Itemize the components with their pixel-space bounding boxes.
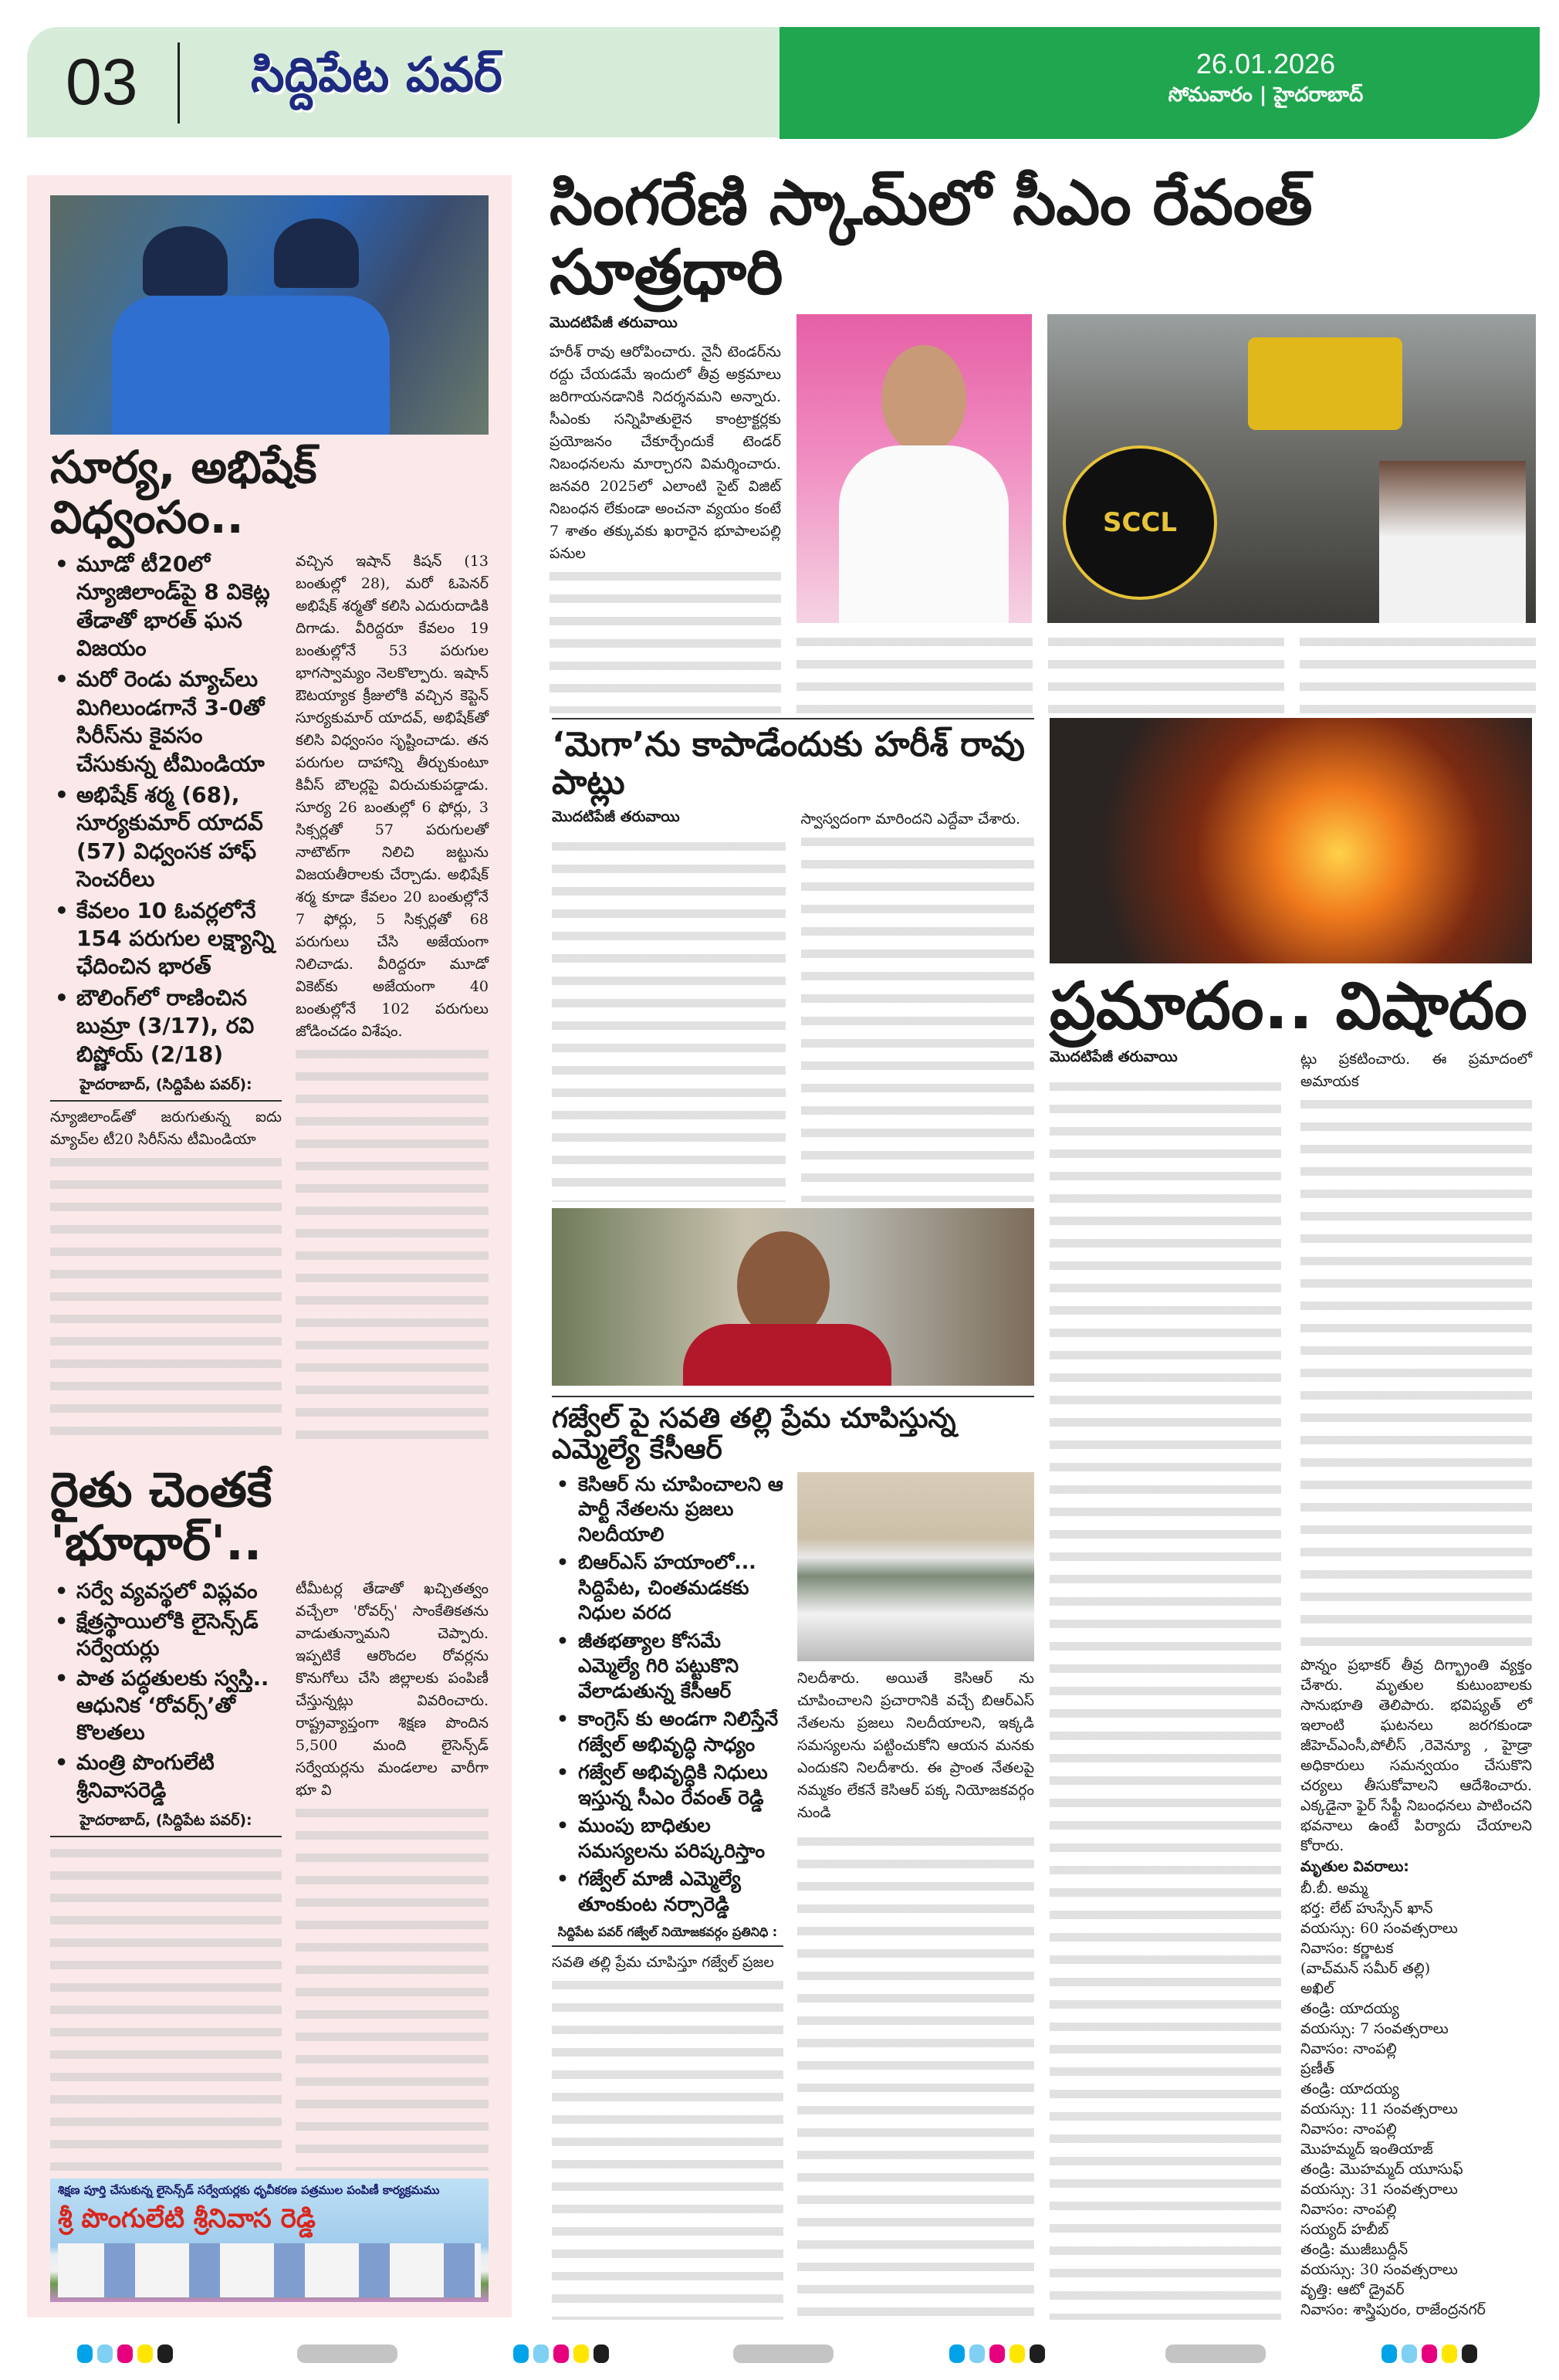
text-continuation xyxy=(1300,631,1536,713)
article-text: పొన్నం ప్రభాకర్ తీవ్ర దిగ్భ్రాంతి వ్యక్తం చేశారు. మృతుల కుటుంబాలకు సానుభూతి తెలిపారు. భవిష్యత్ లో ఇలాంటి ఘటనలు జరగకుండా జీహెచ్ఎంసీ,పోలీస్ ,రెవెన్యూ , హైడ్రా అధికారులు సమన్వయం చేసుకొని చర్యలు తీసుకోవాలని ఆదేశించారు. ఎక్కడైనా ఫైర్ సేఫ్టీ నిబంధనలు పాటించని భవనాలు ఉంటే పిర్యాదు చేయాలని కోరారు. xyxy=(1300,1657,1532,1854)
highlight-item: • జీతభత్యాల కోసమే ఎమ్మెల్యే గిరి పట్టుకొని వేలాడుతున్న కేసీఆర్ xyxy=(552,1629,783,1705)
highlight-item: • క్షేత్రస్థాయిలోకి లైసెన్స్‌డ్ సర్వేయర్లు xyxy=(50,1608,282,1662)
edition-day-city: సోమవారం | హైదరాబాద్ xyxy=(1168,83,1364,107)
singareni-body-col4 xyxy=(1300,631,1536,713)
highlight-item: • బౌలింగ్‌లో రాణించిన బుమ్రా (3/17), రవి బిష్ణోయ్ (2/18) xyxy=(50,984,282,1068)
article-text: హరీశ్ రావు ఆరోపించారు. నైనీ టెండర్‌ను రద్దు చేయడమే ఇందులో తీవ్ర అక్రమాలు జరిగాయనడానికి నిదర్శనమని అన్నారు. సీఎంకు సన్నిహితులైన కాంట్రాక్టర్లకు ప్రయోజనం చేకూర్చేందుకే టెండర్ నిబంధనలను మార్చారని విమర్శించారు. జనవరి 2025లో ఎలాంటి సైట్ విజిట్ నిబంధన లేకుండా అంచనా వ్యయం కంటే 7 శాతం తక్కువకు ఖరారైన భూపాలపల్లి పనుల xyxy=(550,344,781,563)
victim-detail: బీ.బీ. అమ్మ xyxy=(1300,1880,1368,1897)
article-text: ట్లు ప్రకటించారు. ఈ ప్రమాదంలో అమాయక xyxy=(1300,1051,1532,1091)
text-continuation xyxy=(50,1842,282,2171)
singareni-story xyxy=(550,168,1536,713)
sports-land-sidebar xyxy=(27,175,512,2317)
victim-detail: మొహమ్మద్ ఇంతియాజ్ xyxy=(1300,2141,1433,2158)
gajwel-highlights xyxy=(552,1472,783,1921)
fire-story xyxy=(1050,718,1532,2320)
highlight-item: • మంత్రి పొంగులేటి శ్రీనివాసరెడ్డి xyxy=(50,1749,282,1803)
text-continuation xyxy=(1050,1075,1281,2320)
fire-body-left xyxy=(1050,1048,1281,2320)
color-registration-marks xyxy=(1381,2344,1477,2363)
victim-detail: భర్త: లేట్ హుస్సేన్ ఖాన్ xyxy=(1300,1900,1433,1917)
text-continuation xyxy=(796,631,1033,713)
mega-story xyxy=(552,718,1034,1386)
gajwel-body-left xyxy=(552,1472,783,2320)
dateline: సిద్దిపేట పవర్ గజ్వేల్ నియోజకవర్గం ప్రతినిధి : xyxy=(552,1925,783,1947)
highlight-item: • పాత పద్ధతులకు స్వస్తి.. ఆధునిక ‘రోవర్స్’తో కొలతలు xyxy=(50,1665,282,1746)
highlight-item: • కాంగ్రెస్ కు అండగా నిలిస్తేనే గజ్వేల్ అభివృద్ధి సాధ్యం xyxy=(552,1707,783,1757)
harish-rao-photo xyxy=(796,314,1032,623)
highlight-item: • మూడో టీ20లో న్యూజిలాండ్‌పై 8 వికెట్ల తేడాతో భారత్ ఘన విజయం xyxy=(50,550,282,663)
singareni-body-col3 xyxy=(1048,631,1284,713)
victim-detail: వయస్సు: 7 సంవత్సరాలు xyxy=(1300,2020,1449,2037)
coal-mine-photo xyxy=(1047,314,1536,623)
singareni-body-col2 xyxy=(796,631,1033,713)
highlight-item: • కేవలం 10 ఓవర్లలోనే 154 పరుగుల లక్ష్యాన్ని ఛేదించిన భారత్ xyxy=(50,897,282,981)
gajwel-body-right xyxy=(797,1472,1034,2320)
text-continuation xyxy=(50,1151,282,1440)
continuation-kicker: మొదటిపేజీ తరువాయి xyxy=(552,807,680,825)
text-continuation xyxy=(296,1802,489,2171)
text-continuation xyxy=(550,565,781,713)
victim-detail: వృత్తి: ఆటో డ్రైవర్ xyxy=(1300,2281,1405,2298)
mega-headline: ‘మెగా’ను కాపాడేందుకు హరీశ్ రావు పాట్లు xyxy=(552,725,1025,803)
registration-bar xyxy=(297,2344,397,2363)
victim-detail: నివాసం: శాస్త్రిపురం, రాజేంద్రనగర్ xyxy=(1300,2301,1486,2318)
main-headline: సింగరేణి స్కామ్‌లో సీఎం రేవంత్ సూత్రధారి xyxy=(550,167,1313,308)
dateline: హైదరాబాద్, (సిద్దిపేట పవర్): xyxy=(50,1076,282,1102)
text-continuation xyxy=(552,1974,783,2320)
text-continuation xyxy=(801,831,1035,1202)
mega-body-right xyxy=(801,808,1035,1202)
mega-body-left xyxy=(552,808,786,1202)
victim-detail: నివాసం: నాంపల్లి xyxy=(1300,2040,1397,2057)
victim-detail: వయస్సు: 60 సంవత్సరాలు xyxy=(1300,1920,1458,1937)
cricket-headline: సూర్య, అభిషేక్ విధ్వంసం.. xyxy=(50,441,317,543)
highlight-item: • కెసిఆర్ ను చూపించాలని ఆ పార్టీ నేతలను ప్రజలు నిలదీయాలి xyxy=(552,1472,783,1548)
color-registration-marks xyxy=(77,2344,173,2363)
victim-detail: అఖిల్ xyxy=(1300,1980,1334,1997)
land-highlights xyxy=(50,1578,282,1807)
victim-detail: సయ్యద్ హబీబ్ xyxy=(1300,2221,1389,2238)
masthead-title: సిద్దిపేట పవర్ xyxy=(251,46,502,103)
fire-body-right xyxy=(1300,1048,1532,2320)
highlight-item: • బిఆర్ఎస్ హయాంలో... సిద్దిపేట, చింతమడకకు నిధుల వరద xyxy=(552,1550,783,1626)
highlight-item: • గజ్వేల్ అభివృద్ధికి నిధులు ఇస్తున్న సీఎం రేవంత్ రెడ్డి xyxy=(552,1760,783,1810)
victim-detail: తండ్రి: ముజీబుద్దీన్ xyxy=(1300,2241,1409,2258)
text-continuation xyxy=(1048,631,1284,713)
highlight-item: • అభిషేక్ శర్మ (68), సూర్యకుమార్ యాదవ్ (57) విధ్వంసక హాఫ్ సెంచరీలు xyxy=(50,781,282,894)
victim-detail: (వాచ్‌మన్ సమీర్ తల్లి) xyxy=(1300,1960,1431,1977)
congress-workers-photo xyxy=(797,1472,1034,1661)
banner-name: శ్రీ పొంగులేటి శ్రీనివాస రెడ్డి xyxy=(58,2203,316,2234)
officials-at-table xyxy=(58,2243,481,2297)
fire-headline: ప్రమాదం.. విషాదం xyxy=(1050,968,1527,1044)
divider xyxy=(552,718,1034,719)
highlight-item: • సర్వే వ్యవస్థలో విప్లవం xyxy=(50,1578,282,1605)
land-headline: రైతు చెంతకే 'భూధార్'.. xyxy=(50,1461,272,1572)
cricket-highlights xyxy=(50,550,282,1072)
victim-detail: తండ్రి: మొహమ్మద్ యూసుఫ్ xyxy=(1300,2161,1463,2178)
highlight-item: • ముంపు బాధితుల సమస్యలను పరిష్కరిస్తాం xyxy=(552,1813,783,1864)
victim-detail: తండ్రి: యాదయ్య xyxy=(1300,2000,1399,2017)
victim-detail: నివాసం: కర్ణాటక xyxy=(1300,1940,1394,1957)
victim-detail: వయస్సు: 31 సంవత్సరాలు xyxy=(1300,2181,1458,2198)
text-continuation xyxy=(552,835,786,1202)
kavitha-press-photo xyxy=(552,1208,1034,1386)
victim-detail: ప్రణీత్ xyxy=(1300,2060,1334,2077)
sccl-logo: SCCL xyxy=(1063,445,1217,600)
fire-photo xyxy=(1050,718,1532,963)
banner-text: శిక్షణ పూర్తి చేసుకున్న లైసెన్స్‌డ్ సర్వేయర్లకు ధృవీకరణ పత్రముల పంపిణీ కార్యక్రమము xyxy=(58,2183,440,2197)
article-text: న్యూజిలాండ్‌తో జరుగుతున్న ఐదు మ్యాచ్‌ల టీ20 సిరీస్‌ను టీమిండియా xyxy=(50,1108,282,1148)
victim-detail: తండ్రి: యాదయ్య xyxy=(1300,2080,1399,2097)
gajwel-story xyxy=(552,1396,1034,2320)
cricket-photo xyxy=(50,195,489,435)
edition-date: 26.01.2026 xyxy=(1195,48,1336,80)
registration-bar xyxy=(1165,2344,1266,2363)
article-text: వచ్చిన ఇషాన్ కిషన్ (13 బంతుల్లో 28), మరో ఓపెనర్ అభిషేక్ శర్మతో కలిసి ఎదురుదాడికి దిగాడు. వీరిద్దరూ కేవలం 19 బంతుల్లోనే 53 పరుగుల భాగస్వామ్యం నెలకొల్పారు. ఇషాన్ ఔటయ్యాక క్రీజులోకి వచ్చిన కెప్టెన్ సూర్యకుమార్ యాదవ్, అభిషేక్‌తో కలిసి విధ్వంసం సృష్టించాడు. తన పరుగుల దాహాన్ని తీర్చుకుంటూ కివీస్ బౌలర్లపై విరుచుకుపడ్డాడు. సూర్య 26 బంతుల్లో 6 ఫోర్లు, 3 సిక్సర్లతో 57 పరుగులతో నాటౌట్‌గా నిలిచి జట్టును విజయతీరాలకు చేర్చాడు. అభిషేక్ శర్మ కూడా కేవలం 20 బంతుల్లోనే 7 ఫోర్లు, 5 సిక్సర్లతో 68 పరుగులు చేసి అజేయంగా నిలిచాడు. వీరిద్దరూ మూడో వికెట్‌కు అజేయంగా 40 బంతుల్లోనే 102 పరుగులు జోడించడం విశేషం. xyxy=(296,552,489,1040)
victim-detail: వయస్సు: 11 సంవత్సరాలు xyxy=(1300,2101,1458,2118)
registration-bar xyxy=(733,2344,834,2363)
victim-detail: వయస్సు: 30 సంవత్సరాలు xyxy=(1300,2261,1458,2278)
article-text: స్వాస్వదంగా మారిందని ఎద్దేవా చేశారు. xyxy=(800,810,1021,828)
color-registration-marks xyxy=(513,2344,609,2363)
victims-list xyxy=(1300,1878,1532,2320)
continuation-kicker: మొదటిపేజీ తరువాయి xyxy=(550,314,678,332)
article-text: నిలదీశారు. అయితే కెసిఆర్ ను చూపించాలని ప్రచారానికి వచ్చే బిఆర్ఎస్ నేతలను ప్రజలు నిలదీయాలని, ఇక్కడి సమస్యలను పట్టించుకోని ఆయన మనకు ఎందుకని నిలదీశారు. ఈ ప్రాంత నేతలపై నమ్మకం లేకనే కెసిఆర్ పక్క నియోజకవర్గం నుండి xyxy=(797,1669,1034,1821)
gajwel-headline: గజ్వేల్ పై సవతి తల్లి ప్రేమ చూపిస్తున్న ఎమ్మెల్యే కేసీఆర్ xyxy=(552,1403,956,1466)
dateline: హైదరాబాద్, (సిద్దిపేట పవర్): xyxy=(50,1812,282,1837)
victim-detail: నివాసం: నాంపల్లి xyxy=(1300,2201,1397,2218)
article-text: సవతి తల్లి ప్రేమ చూపిస్తూ గజ్వేల్ ప్రజల xyxy=(552,1954,774,1972)
victims-heading: మృతుల వివరాలు: xyxy=(1300,1858,1409,1875)
singareni-body xyxy=(550,314,781,713)
article-text: టీమీటర్ల తేడాతో ఖచ్చితత్వం వచ్చేలా 'రోవర్స్' సాంకేతికతను వాడుతున్నామని చెప్పారు. ఇప్పటికే ఆరొందల రోవర్లను కొనుగోలు చేసి జిల్లాలకు పంపిణీ చేస్తున్నట్లు వివరించారు. రాష్ట్రవ్యాప్తంగా శిక్షణ పొందిన 5,500 మంది లైసెన్స్‌డ్ సర్వేయర్లను మండలాల వారీగా భూ వి xyxy=(296,1579,489,1799)
color-registration-marks xyxy=(949,2344,1045,2363)
victim-detail: నివాసం: నాంపల్లి xyxy=(1300,2121,1397,2138)
surveyor-event-photo xyxy=(50,2179,489,2302)
text-continuation xyxy=(296,1043,489,1440)
header-divider xyxy=(178,42,180,124)
text-continuation xyxy=(797,1830,1034,2320)
continuation-kicker: మొదటిపేజీ తరువాయి xyxy=(1050,1048,1178,1066)
highlight-item: • మరో రెండు మ్యాచ్‌లు మిగిలుండగానే 3-0తో సిరీస్‌ను కైవసం చేసుకున్న టీమిండియా xyxy=(50,665,282,778)
highlight-item: • గజ్వేల్ మాజీ ఎమ్మెల్యే తూంకుంట నర్సారెడ్డి xyxy=(552,1867,783,1917)
page-number: 03 xyxy=(66,46,138,118)
divider xyxy=(552,1396,1034,1397)
text-continuation xyxy=(1300,1093,1532,1655)
